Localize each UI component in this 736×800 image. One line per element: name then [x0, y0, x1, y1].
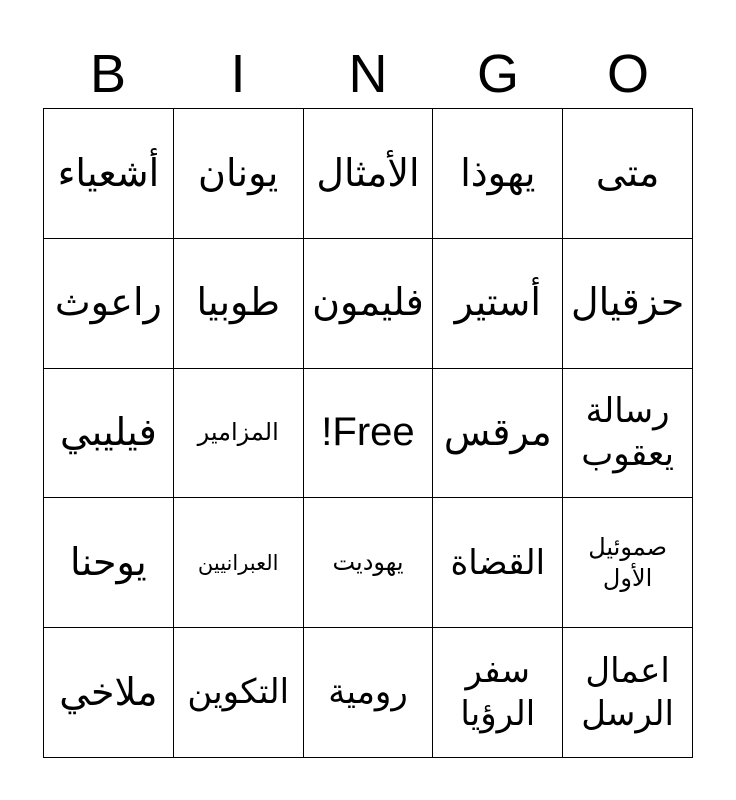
bingo-cell-r5c2[interactable] [174, 628, 304, 758]
bingo-cell-r4c5[interactable] [563, 498, 693, 628]
bingo-cell-r1c5[interactable] [563, 109, 693, 239]
bingo-cell-r2c5[interactable] [563, 239, 693, 369]
cell-text: صموئيل الأول [588, 532, 667, 592]
bingo-cell-r2c3[interactable] [304, 239, 434, 369]
bingo-cell-r1c2[interactable] [174, 109, 304, 239]
bingo-cell-r5c1[interactable] [44, 628, 174, 758]
cell-text: سفر الرؤيا [460, 651, 536, 734]
cell-text: العبرانيين [197, 550, 279, 575]
cell-text: يونان [198, 150, 279, 195]
bingo-cell-r5c3[interactable] [304, 628, 434, 758]
bingo-cell-r1c3[interactable] [304, 109, 434, 239]
bingo-card [43, 108, 693, 758]
cell-text: طوبيا [196, 280, 280, 325]
cell-text: ملاخي [59, 669, 158, 714]
bingo-cell-r2c2[interactable] [174, 239, 304, 369]
cell-text: يهوديت [332, 548, 404, 577]
bingo-cell-r1c1[interactable] [44, 109, 174, 239]
cell-text: حزقيال [570, 280, 685, 325]
bingo-cell-r3c2[interactable] [174, 369, 304, 499]
header-letter-i: I [230, 44, 246, 104]
cell-text: رومية [328, 672, 408, 713]
cell-text: التكوين [187, 672, 290, 713]
cell-text: رسالة يعقوب [581, 391, 674, 474]
bingo-cell-r3c5[interactable] [563, 369, 693, 499]
header-letter-b: B [89, 44, 127, 104]
cell-text: مرقس [443, 410, 552, 455]
bingo-cell-r2c4[interactable] [433, 239, 563, 369]
cell-text: متى [595, 150, 660, 195]
bingo-cell-r4c1[interactable] [44, 498, 174, 628]
cell-text: يوحنا [70, 539, 147, 584]
cell-text: يهوذا [460, 150, 536, 195]
cell-text: فليمون [312, 280, 424, 325]
bingo-cell-r4c3[interactable] [304, 498, 434, 628]
bingo-header [43, 40, 693, 108]
bingo-cell-r4c2[interactable] [174, 498, 304, 628]
bingo-cell-r2c1[interactable] [44, 239, 174, 369]
cell-text: راعوث [54, 280, 162, 325]
bingo-cell-free[interactable] [304, 369, 434, 499]
header-letter-g: G [476, 44, 519, 104]
bingo-cell-r3c4[interactable] [433, 369, 563, 499]
cell-text: القضاة [450, 542, 546, 583]
bingo-cell-r3c1[interactable] [44, 369, 174, 499]
cell-text: المزامير [197, 418, 279, 447]
cell-text: فيليبي [59, 410, 157, 455]
bingo-cell-r5c5[interactable] [563, 628, 693, 758]
cell-text: الأمثال [316, 150, 420, 195]
header-letter-o: O [606, 44, 649, 104]
cell-text: أستير [454, 280, 541, 325]
free-space-text: Free! [321, 410, 415, 455]
header-letter-n: N [348, 44, 388, 104]
bingo-cell-r5c4[interactable] [433, 628, 563, 758]
bingo-cell-r4c4[interactable] [433, 498, 563, 628]
cell-text: أشعياء [57, 150, 160, 195]
bingo-cell-r1c4[interactable] [433, 109, 563, 239]
cell-text: اعمال الرسل [581, 651, 674, 734]
